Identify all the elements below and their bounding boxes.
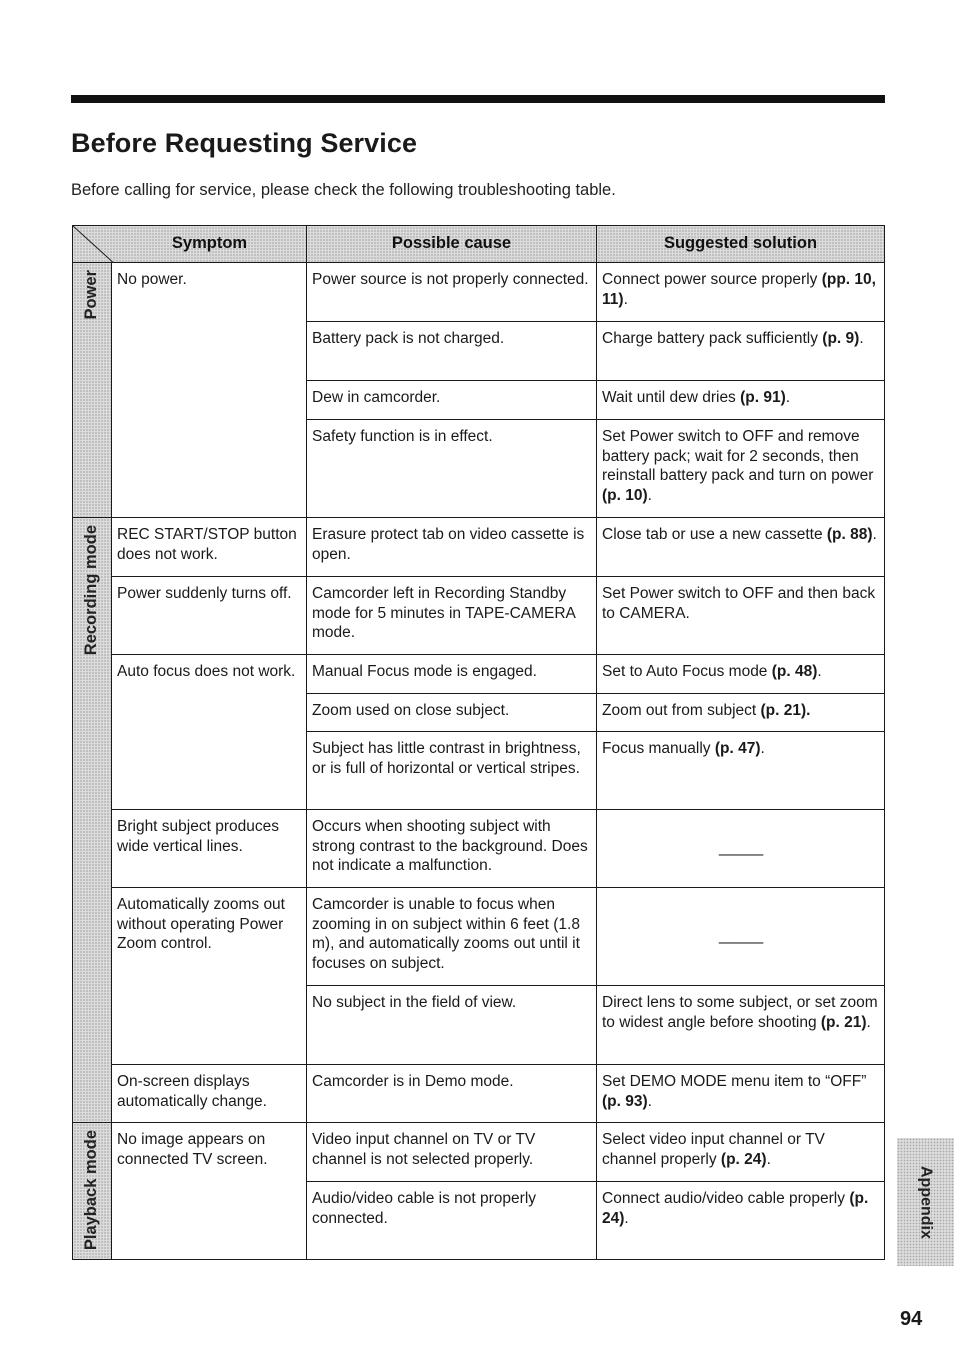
table-row <box>73 518 885 577</box>
solution-text: Connect power source properly <box>602 271 818 288</box>
solution-end: . <box>624 1209 629 1227</box>
table-row <box>73 263 885 322</box>
page-reference: (p. 93) <box>602 1092 648 1110</box>
category-playback-mode <box>73 1123 112 1260</box>
solution-text: Connect audio/video cable properly <box>602 1190 845 1207</box>
solution-cell <box>597 1065 885 1123</box>
symptom-cell: On-screen displays automatically change. <box>112 1065 307 1123</box>
page-reference: (p. 24) <box>602 1190 869 1227</box>
solution-end: . <box>859 330 864 347</box>
solution-cell <box>597 655 885 694</box>
solution-end: . <box>872 526 877 543</box>
appendix-side-tab <box>897 1138 954 1266</box>
solution-text: Charge battery pack sufficiently <box>602 330 818 347</box>
cause-cell: Erasure protect tab on video cassette is open. <box>307 518 597 577</box>
cause-cell: Battery pack is not charged. <box>307 322 597 381</box>
symptom-cell: No image appears on connected TV screen. <box>112 1123 307 1260</box>
category-label: Power <box>82 270 101 320</box>
solution-cell <box>597 1182 885 1260</box>
symptom-cell: Bright subject produces wide vertical lines. <box>112 810 307 888</box>
solution-text: Set Power switch to OFF and remove battery pack; wait for 2 seconds, then reinstall battery pack and turn on power <box>602 428 874 485</box>
header-solution: Suggested solution <box>597 226 885 263</box>
cause-cell: Occurs when shooting subject with strong contrast to the background. Does not indicate a malfunction. <box>307 810 597 888</box>
no-solution-dash: ——— <box>718 934 763 951</box>
page-title: Before Requesting Service <box>71 128 418 158</box>
solution-end: . <box>866 1013 871 1031</box>
page-reference: (p. 21). <box>760 702 811 719</box>
table-row <box>73 577 885 655</box>
page-reference: (p. 47) <box>714 740 761 757</box>
category-recording-mode <box>73 518 112 1123</box>
table-row <box>73 1065 885 1123</box>
solution-text: Set to Auto Focus mode <box>602 663 768 680</box>
solution-cell <box>597 732 885 810</box>
cause-cell: No subject in the field of view. <box>307 986 597 1065</box>
header-symptom <box>73 226 307 263</box>
solution-cell <box>597 518 885 577</box>
solution-text: Zoom out from subject <box>602 702 757 719</box>
cause-cell: Camcorder is unable to focus when zooming in on subject within 6 feet (1.8 m), and automatically zooms out until it focuses on subject. <box>307 888 597 986</box>
solution-end: . <box>766 1150 771 1168</box>
page-reference: (p. 88) <box>826 526 873 543</box>
solution-text: Close tab or use a new cassette <box>602 526 823 543</box>
solution-cell <box>597 420 885 518</box>
cause-cell: Power source is not properly connected. <box>307 263 597 322</box>
solution-cell <box>597 694 885 732</box>
solution-text: Direct lens to some subject, or set zoom to widest angle before shooting <box>602 994 878 1031</box>
solution-text: Focus manually <box>602 740 711 757</box>
solution-cell <box>597 810 885 888</box>
page-reference: (p. 24) <box>720 1150 767 1168</box>
no-solution-dash: ——— <box>718 846 763 863</box>
header-symptom-label: Symptom <box>171 234 248 253</box>
category-label: Playback mode <box>82 1130 101 1251</box>
symptom-cell: REC START/STOP button does not work. <box>112 518 307 577</box>
symptom-cell: Power suddenly turns off. <box>112 577 307 655</box>
solution-end: . <box>647 486 652 504</box>
intro-text: Before calling for service, please check the following troubleshooting table. <box>71 181 616 199</box>
solution-cell <box>597 577 885 655</box>
solution-end: . <box>760 740 765 757</box>
table-row <box>73 888 885 986</box>
top-rule <box>71 95 885 103</box>
solution-cell <box>597 1123 885 1182</box>
solution-text: Select video input channel or TV channel properly <box>602 1131 825 1168</box>
symptom-cell: Automatically zooms out without operating Power Zoom control. <box>112 888 307 1065</box>
cause-cell: Camcorder left in Recording Standby mode for 5 minutes in TAPE-CAMERA mode. <box>307 577 597 655</box>
table-header-row <box>73 226 885 263</box>
table-row <box>73 1123 885 1182</box>
page-number: 94 <box>900 1308 923 1330</box>
cause-cell: Dew in camcorder. <box>307 381 597 420</box>
page-reference: (p. 9) <box>822 330 860 347</box>
category-power <box>73 263 112 518</box>
cause-cell: Subject has little contrast in brightness, or is full of horizontal or vertical stripes. <box>307 732 597 810</box>
cause-cell: Video input channel on TV or TV channel is not selected properly. <box>307 1123 597 1182</box>
solution-text: Wait until dew dries <box>602 389 736 406</box>
solution-text: Set Power switch to OFF and then back to CAMERA. <box>602 585 876 622</box>
cause-cell: Safety function is in effect. <box>307 420 597 518</box>
symptom-cell: Auto focus does not work. <box>112 655 307 810</box>
solution-end: . <box>647 1092 652 1110</box>
cause-cell: Manual Focus mode is engaged. <box>307 655 597 694</box>
solution-text: Set DEMO MODE menu item to “OFF” <box>602 1073 867 1090</box>
solution-cell <box>597 888 885 986</box>
table-row <box>73 655 885 694</box>
solution-end: . <box>785 389 791 406</box>
troubleshooting-table <box>72 225 885 1260</box>
solution-cell <box>597 986 885 1065</box>
table-row <box>73 810 885 888</box>
cause-cell: Camcorder is in Demo mode. <box>307 1065 597 1123</box>
header-cause: Possible cause <box>307 226 597 263</box>
appendix-tab-label: Appendix <box>917 1165 935 1239</box>
page-reference: (p. 21) <box>820 1013 867 1031</box>
solution-end: . <box>817 663 822 680</box>
cause-cell: Audio/video cable is not properly connected. <box>307 1182 597 1260</box>
solution-cell <box>597 263 885 322</box>
page-reference: (pp. 10, 11) <box>602 271 876 308</box>
page-reference: (p. 48) <box>771 663 818 680</box>
solution-end: . <box>623 290 628 308</box>
page-reference: (p. 91) <box>740 389 786 406</box>
cause-cell: Zoom used on close subject. <box>307 694 597 732</box>
solution-cell <box>597 381 885 420</box>
category-label: Recording mode <box>82 525 101 656</box>
solution-cell <box>597 322 885 381</box>
page-reference: (p. 10) <box>602 486 648 504</box>
symptom-cell: No power. <box>112 263 307 518</box>
